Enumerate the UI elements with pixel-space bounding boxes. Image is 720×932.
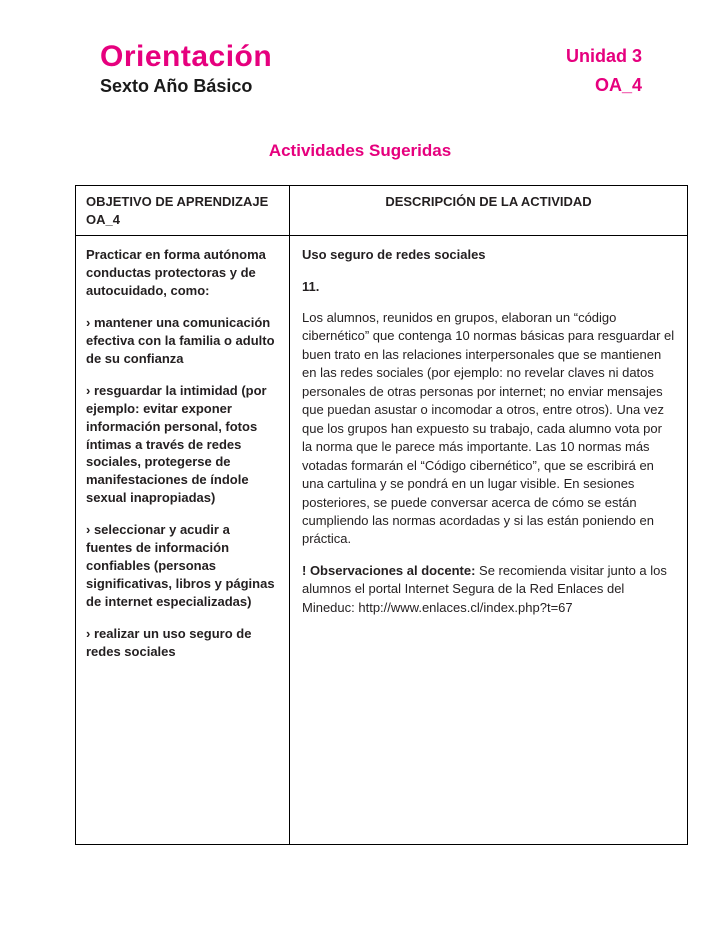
activities-table (75, 185, 688, 845)
objective-item-3: › seleccionar y acudir a fuentes de información confiables (personas significativas, libros y páginas de internet especializadas) (86, 522, 275, 610)
teacher-note-text: Se recomienda visitar junto a los alumnos el portal Internet Segura de la Red Enlaces del Mineduc: http://www.enlaces.cl/index.php?t=67 (302, 562, 667, 615)
objective-cell (76, 236, 290, 845)
activity-body: Los alumnos, reunidos en grupos, elaboran un “código cibernético” que contenga 10 normas básicas para resguardar el buen trato en las relaciones interpersonales que se mantienen en las redes sociales (por ejemplo: no revelar claves ni datos personales de otras personas por internet; no enviar mensajes que puedan asustar o incomodar a otros, entre otros). Una vez que los grupos han expuesto su trabajo, cada alumno vota por la norma que le parece más importante. Las 10 normas más votadas formarán el “Código cibernético”, que se escribirá en una cartulina y se pondrá en un lugar visible. En sesiones posteriores, se puede conversar acerca de cómo se están cumpliendo las normas acordadas y si las están poniendo en práctica. (302, 310, 675, 547)
activity-number: 11. (302, 278, 320, 294)
grade-subtitle: Sexto Año Básico (100, 76, 253, 96)
section-title: Actividades Sugeridas (268, 141, 452, 160)
objective-item-2: › resguardar la intimidad (por ejemplo: evitar exponer información personal, fotos íntimas a través de redes sociales, protegerse de manifestaciones de índole sexual inapropiadas) (86, 382, 267, 506)
header-left-block (100, 40, 272, 97)
table-body-row (76, 236, 688, 845)
unit-label: Unidad 3 (565, 46, 642, 66)
objective-item-1: › mantener una comunicación efectiva con la familia o adulto de su confianza (86, 314, 275, 366)
teacher-note (302, 562, 675, 617)
table-header-row (76, 186, 688, 236)
subject-title: Orientación (100, 40, 273, 73)
activity-subtitle: Uso seguro de redes sociales (302, 247, 486, 263)
objective-column-header: OBJETIVO DE APRENDIZAJE OA_4 (76, 186, 290, 236)
document-header (0, 0, 720, 97)
description-column-header: DESCRIPCIÓN DE LA ACTIVIDAD (290, 186, 688, 236)
activity-cell (290, 236, 688, 845)
header-right-block (566, 40, 642, 96)
teacher-note-label: ! Observaciones al docente: (302, 562, 476, 578)
objective-item-4: › realizar un uso seguro de redes sociales (86, 625, 252, 659)
oa-code-label: OA_4 (594, 75, 642, 95)
objective-intro: Practicar en forma autónoma conductas protectoras y de autocuidado, como: (86, 247, 266, 298)
